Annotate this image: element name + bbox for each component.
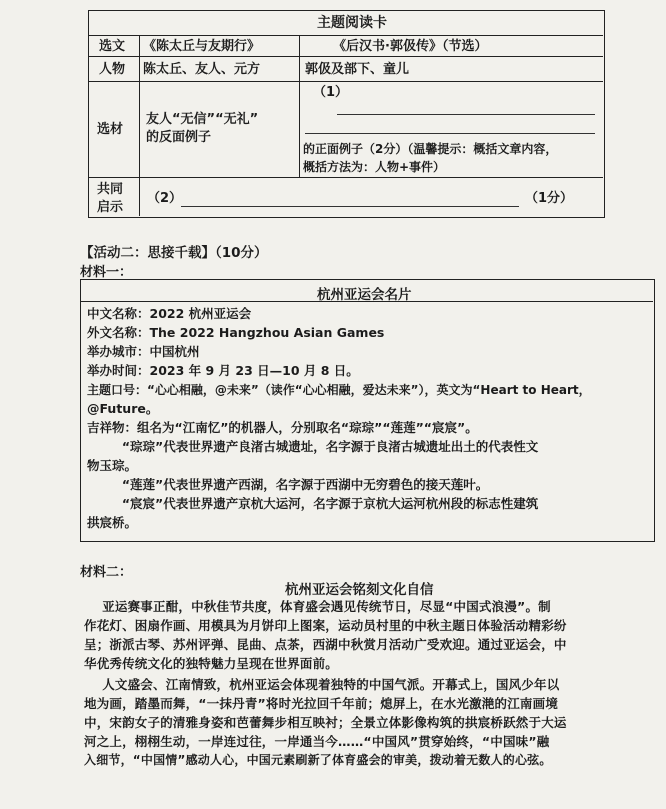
card-title: 主题阅读卡 bbox=[317, 15, 387, 31]
answer-1-marker: （1） bbox=[313, 85, 349, 100]
material-1-line: “宸宸”代表世界遗产京杭大运河，名字源于京杭大运河杭州段的标志性建筑 bbox=[87, 496, 539, 511]
card-divider bbox=[89, 81, 603, 82]
material-1-divider bbox=[81, 301, 653, 302]
material-2-line: 入细节，“中国情”感动人心，中国元素刷新了体育盛会的审美，拨动着无数人的心弦。 bbox=[84, 753, 552, 767]
card-divider bbox=[139, 35, 140, 216]
material-1-line: “琮琮”代表世界遗产良渚古城遗址，名字源于良渚古城遗址出土的代表性文 bbox=[87, 439, 539, 454]
answer-1-line bbox=[305, 133, 595, 134]
material-1-line: @Future。 bbox=[87, 401, 159, 416]
card-divider bbox=[299, 35, 300, 177]
material-2-line: 河之上，栩栩生动，一岸连过往，一岸通当今……“中国风”贯穿始终，“中国味”融 bbox=[84, 734, 550, 749]
material-note-2: 概括方法为：人物+事件） bbox=[303, 160, 446, 174]
material-2-line: 人文盛会、江南情致，杭州亚运会体现着独特的中国气派。开幕式上，国风少年以 bbox=[84, 677, 560, 692]
material-2-line: 中，宋韵女子的清雅身姿和芭蕾舞步相互映衬；全景立体影像构筑的拱宸桥跃然于大运 bbox=[84, 715, 567, 730]
material-text-1a: 友人“无信”“无礼” bbox=[146, 112, 259, 127]
material-2-line: 华优秀传统文化的独特魅力呈现在世界面前。 bbox=[84, 656, 339, 671]
material-1-box bbox=[80, 279, 655, 542]
row-label-material: 选材 bbox=[97, 122, 124, 137]
answer-2-line bbox=[181, 206, 519, 207]
activity-heading: 【活动二：思接千载】（10分） bbox=[80, 245, 268, 261]
material-1-line: 主题口号：“心心相融，@未来”（读作“心心相融，爱达未来”），英文为“Heart to Heart， bbox=[87, 383, 591, 397]
selection-text-1: 《陈太丘与友期行》 bbox=[143, 39, 261, 54]
row-label-person: 人物 bbox=[99, 62, 126, 77]
answer-1-line bbox=[337, 114, 595, 115]
material-1-line: 举办时间：2023 年 9 月 23 日—10 月 8 日。 bbox=[87, 363, 359, 378]
material-1-line: 中文名称：2022 杭州亚运会 bbox=[87, 306, 252, 321]
material-1-line: 吉祥物：组名为“江南忆”的机器人，分别取名“琮琮”“莲莲”“宸宸”。 bbox=[87, 420, 478, 435]
answer-2-score: （1分） bbox=[525, 191, 574, 206]
answer-2-marker: （2） bbox=[147, 191, 183, 206]
material-2-line: 地为画，踏墨而舞，“一抹丹青”将时光拉回千年前；熄屏上，在水光激滟的江南画境 bbox=[84, 696, 559, 711]
person-text-2: 郭伋及部下、童儿 bbox=[305, 62, 410, 77]
card-divider bbox=[89, 35, 603, 36]
card-divider bbox=[89, 56, 603, 57]
material-1-line: “莲莲”代表世界遗产西湖，名字源于西湖中无穷碧色的接天莲叶。 bbox=[87, 477, 489, 492]
row-label-selection: 选文 bbox=[99, 39, 126, 54]
material-1-line: 物玉琮。 bbox=[87, 458, 138, 473]
material-1-label: 材料一： bbox=[80, 265, 133, 280]
person-text-1: 陈太丘、友人、元方 bbox=[143, 62, 261, 77]
material-1-line: 拱宸桥。 bbox=[87, 515, 138, 530]
material-2-label: 材料二： bbox=[80, 565, 133, 580]
material-2-title: 杭州亚运会铭刻文化自信 bbox=[285, 582, 434, 598]
row-label-common-2: 启示 bbox=[97, 200, 124, 215]
material-1-title: 杭州亚运会名片 bbox=[317, 287, 412, 303]
card-divider bbox=[89, 177, 603, 178]
material-1-line: 举办城市：中国杭州 bbox=[87, 344, 200, 359]
row-label-common-1: 共同 bbox=[97, 182, 124, 197]
material-2-line: 呈；浙派古琴、苏州评弹、昆曲、点茶，西湖中秋赏月活动广受欢迎。通过亚运会，中 bbox=[84, 637, 567, 652]
material-text-1b: 的反面例子 bbox=[146, 130, 212, 145]
material-2-line: 作花灯、困扇作画、用模具为月饼印上图案，运动员村里的中秋主题日体验活动精彩纷 bbox=[84, 618, 567, 633]
material-2-line: 亚运赛事正酣，中秋佳节共度，体育盛会遇见传统节日，尽显“中国式浪漫”。制 bbox=[84, 599, 551, 614]
reading-card-table bbox=[88, 10, 605, 218]
selection-text-2: 《后汉书·郭伋传》（节选） bbox=[333, 39, 488, 54]
material-note-1: 的正面例子（2分）（温馨提示：概括文章内容， bbox=[303, 142, 558, 156]
material-1-line: 外文名称：The 2022 Hangzhou Asian Games bbox=[87, 325, 385, 340]
